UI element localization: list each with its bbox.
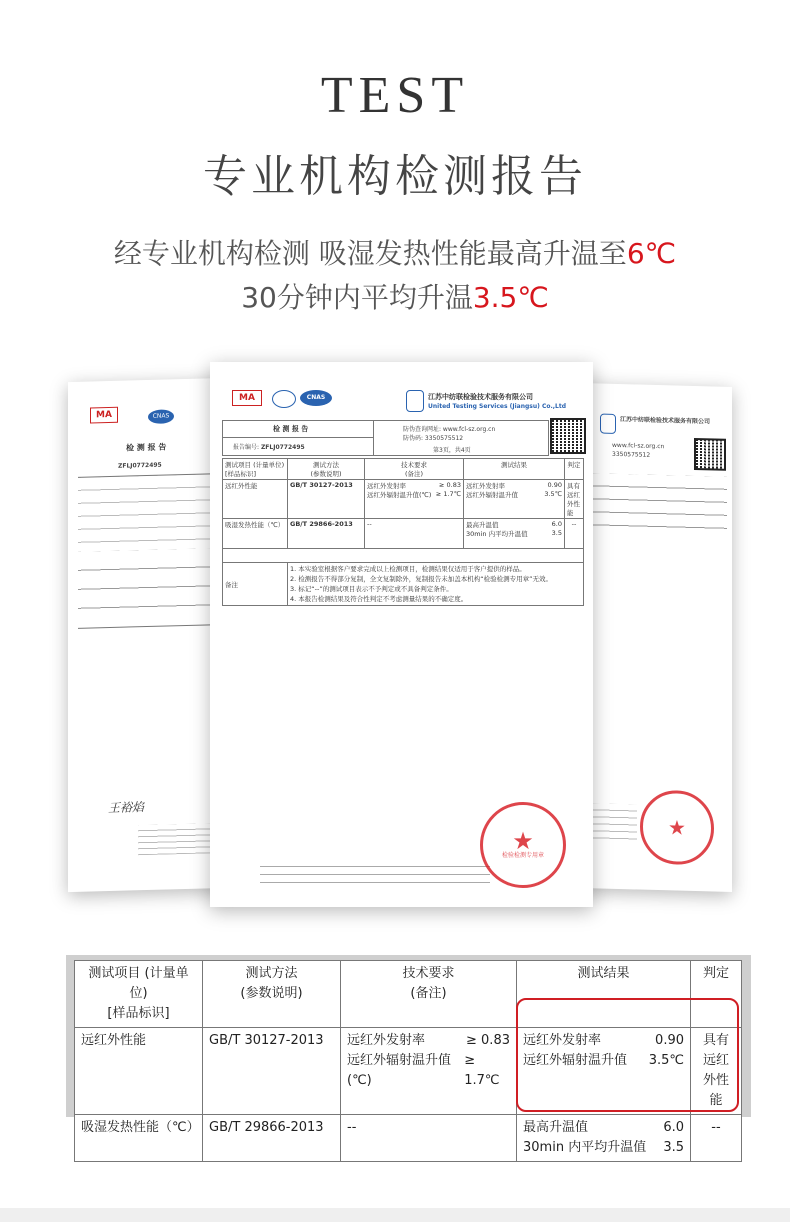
stamp-star-icon: ★ 检验检测专用章 <box>501 827 544 859</box>
avg-temp-rise-value: 3.5℃ <box>472 281 549 314</box>
row1-judgement: 具有远红外性能 <box>565 480 584 519</box>
row1-requirement <box>365 480 464 519</box>
divider <box>373 421 374 455</box>
table-row-blank <box>223 549 584 563</box>
remark-line: 3. 标记“--”的测试项目表示不予判定或不具备判定条件。 <box>290 585 453 593</box>
verify-code: 防伪码: 3350575512 <box>403 435 464 442</box>
ma-logo: MA <box>232 390 262 406</box>
remarks-row <box>223 563 584 606</box>
req-line: 远红外辐射温升值(℃) ≥ 1.7℃ <box>367 490 461 499</box>
official-stamp <box>480 802 566 888</box>
row2-requirement: -- <box>365 519 464 549</box>
zoom-row1-requirement <box>341 1028 517 1115</box>
subtitle-line-1-text: 经专业机构检测 吸湿发热性能最高升温至 <box>113 237 627 270</box>
left-report-lines-2 <box>78 548 226 622</box>
result-line: 30min 内平均升温值 3.5 <box>466 529 562 538</box>
remarks-text <box>288 563 584 606</box>
report-page-main <box>210 362 593 907</box>
left-report-title: 检 测 报 告 <box>126 442 167 453</box>
report-number <box>233 442 305 451</box>
zoom-header-requirement: 技术要求 (备注) <box>341 961 517 1028</box>
report-header-box <box>222 420 549 456</box>
report-page-left <box>68 378 228 892</box>
result-highlight-outline <box>516 998 739 1112</box>
bottom-floor-band <box>0 1208 790 1222</box>
result-line: 远红外辐射温升值 3.5℃ <box>523 1053 684 1068</box>
subtitle-line-1 <box>0 232 790 272</box>
right-footer-lines <box>587 803 637 844</box>
ilac-logo-icon <box>272 390 296 408</box>
row2-result <box>464 519 565 549</box>
zoom-row2-judgement: -- <box>691 1115 742 1162</box>
result-line: 最高升温值 6.0 <box>523 1120 684 1135</box>
org-name: 江苏中纺联检验技术服务有限公司 <box>428 393 533 401</box>
table-row <box>223 519 584 549</box>
page-title: 专业机构检测报告 <box>203 151 587 202</box>
report-number-value: ZFLJ0772495 <box>260 444 305 451</box>
req-line: 远红外辐射温升值(℃) ≥ 1.7℃ <box>347 1053 500 1088</box>
right-site: www.fcl-sz.org.cn <box>612 441 665 451</box>
header-result: 测试结果 <box>464 459 565 480</box>
req-line: 远红外发射率 ≥ 0.83 <box>347 1033 510 1048</box>
zoom-row2-result <box>517 1115 691 1162</box>
page-info: 第3页，共4页 <box>433 447 471 454</box>
zoom-row1-judgement: 具有远红外性能 <box>691 1028 742 1115</box>
remark-line: 2. 检测报告不得部分复制，全文复制除外，复制报告未加盖本机构“检验检测专用章”无效。 <box>290 575 553 583</box>
stamp-label: 检验检测专用章 <box>501 852 544 859</box>
report-title: 检 测 报 告 <box>273 425 309 433</box>
org-name-en: United Testing Services (Jiangsu) Co.,Ltd <box>428 403 567 410</box>
zoom-header-item: 测试项目 (计量单位) [样品标识] <box>75 961 203 1028</box>
left-signature: 王裕焰 <box>108 800 145 816</box>
header-item: 测试项目 (计量单位) [样品标识] <box>223 459 288 480</box>
zoom-header-judgement: 判定 <box>691 961 742 1028</box>
header-requirement: 技术要求 (备注) <box>365 459 464 480</box>
header-judgement: 判定 <box>565 459 584 480</box>
report-table <box>222 458 584 606</box>
zoom-header-result: 测试结果 <box>517 961 691 1028</box>
result-line: 30min 内平均升温值 3.5 <box>523 1140 684 1155</box>
right-stamp: ★ <box>640 790 714 866</box>
report-table-header <box>223 459 584 480</box>
left-footer-lines <box>138 823 218 855</box>
cnas-logo: CNAS <box>148 409 174 424</box>
row1-item: 远红外性能 <box>223 480 288 519</box>
report-page-right <box>582 383 732 892</box>
uts-logo-icon <box>406 390 424 412</box>
verify-site: 防伪查询网址: www.fcl-sz.org.cn <box>403 426 496 433</box>
divider <box>223 437 373 438</box>
row1-result <box>464 480 565 519</box>
zoom-row2-method: GB/T 29866-2013 <box>203 1115 341 1162</box>
row2-judgement: -- <box>565 519 584 549</box>
ma-logo: MA <box>90 407 118 424</box>
cnas-logo: CNAS <box>300 390 332 406</box>
result-line: 远红外发射率 0.90 <box>523 1033 684 1048</box>
footer-address-lines <box>260 859 490 885</box>
left-report-number: ZFLJ0772495 <box>118 461 162 470</box>
zoom-row1-item: 远红外性能 <box>75 1028 203 1115</box>
req-line: 远红外发射率 ≥ 0.83 <box>367 481 461 490</box>
report-number-label: 报告编号: <box>233 444 260 451</box>
uts-logo-icon <box>600 414 616 434</box>
zoom-row2-item: 吸湿发热性能（℃） <box>75 1115 203 1162</box>
table-row <box>223 480 584 519</box>
result-line: 最高升温值 6.0 <box>466 520 562 529</box>
zoom-header-method: 测试方法 (参数说明) <box>203 961 341 1028</box>
row1-method: GB/T 30127-2013 <box>288 480 365 519</box>
remarks-label: 备注 <box>223 563 288 606</box>
right-code: 3350575512 <box>612 450 651 459</box>
right-report-lines <box>587 473 727 537</box>
subtitle-line-2 <box>0 276 790 316</box>
right-org-name: 江苏中纺联检验技术服务有限公司 <box>620 416 711 426</box>
header-method: 测试方法 (参数说明) <box>288 459 365 480</box>
row2-method: GB/T 29866-2013 <box>288 519 365 549</box>
row2-item: 吸湿发热性能（℃） <box>223 519 288 549</box>
table-row <box>75 1115 742 1162</box>
max-temp-rise-value: 6℃ <box>626 237 677 270</box>
result-line: 远红外发射率 0.90 <box>466 481 562 490</box>
blank-cell <box>223 549 584 563</box>
remark-line: 1. 本实验室根据客户要求完成以上检测项目，检测结果仅适用于客户提供的样品。 <box>290 565 526 573</box>
zoom-row1-method: GB/T 30127-2013 <box>203 1028 341 1115</box>
qr-code <box>550 418 586 454</box>
test-heading: TEST <box>320 67 470 124</box>
subtitle-line-2-text: 30分钟内平均升温 <box>241 281 473 314</box>
result-line: 远红外辐射温升值 3.5℃ <box>466 490 562 499</box>
right-qr-code <box>694 438 726 471</box>
remark-line: 4. 本报告检测结果及符合性判定不考虑测量结果的不确定度。 <box>290 595 468 603</box>
zoom-row2-requirement: -- <box>341 1115 517 1162</box>
